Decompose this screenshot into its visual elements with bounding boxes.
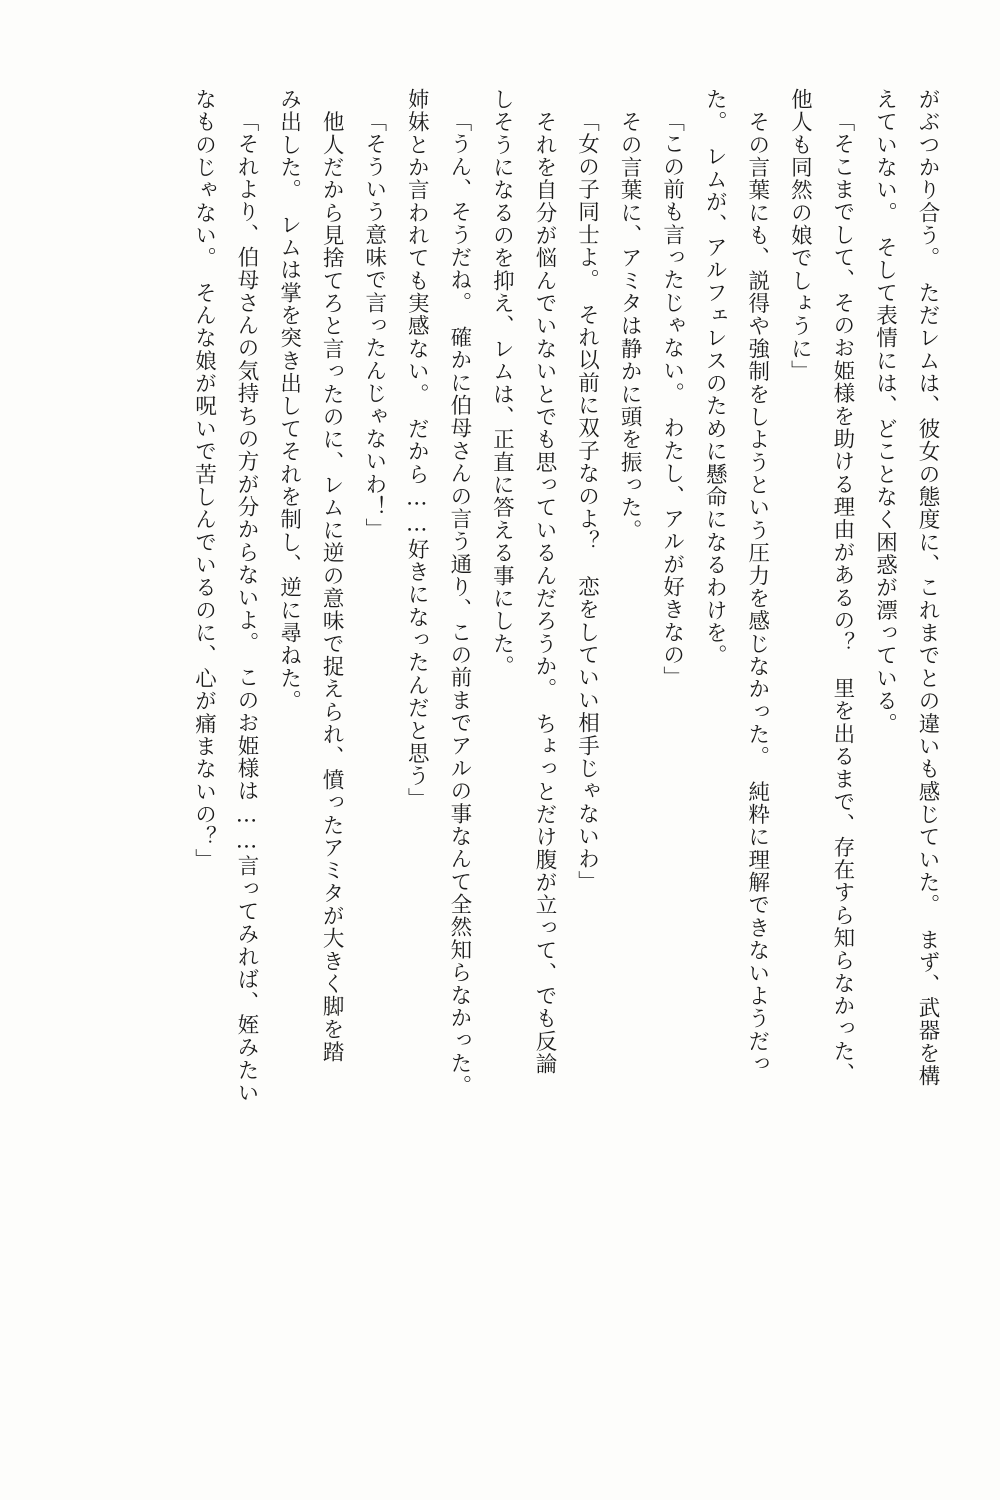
text-line: 他人も同然の娘でしょうに」 [787,88,813,383]
text-line: 「それより、伯母さんの気持ちの方が分からないよ。 このお姫様は……言ってみれば、姪みたい [234,110,259,1105]
text-line: 「そこまでして、そのお姫様を助ける理由があるの？ 里を出るまで、存在すら知らなかった、 [829,110,855,1086]
text-line: た。 レムが、アルフェレスのために懸命になるわけを。 [702,88,728,667]
vertical-text-body [52,88,948,1418]
text-line: なものじゃない。 そんな娘が呪いで苦しんでいるのに、心が痛まないの？」 [191,88,217,872]
text-line: み出した。 レムは掌を突き出してそれを制し、逆に尋ねた。 [276,88,302,713]
text-line: 「女の子同士よ。 それ以前に双子なのよ？ 恋をしていい相手じゃないわ」 [574,110,600,894]
text-line: がぶつかり合う。 ただレムは、彼女の態度に、これまでとの違いも感じていた。 まず、武器を構 [915,88,940,1088]
text-line: 「うん、そうだね。 確かに伯母さんの言う通り、この前までアルの事なんて全然知らなかった。 [446,110,472,1098]
text-line: その言葉に、アミタは静かに頭を振った。 [617,88,643,542]
text-line: それを自分が悩んでいないとでも思っているんだろうか。 ちょっとだけ腹が立って、でも反論 [531,88,557,1076]
text-line: 姉妹とか言われても実感ない。 だから……好きになったんだと思う」 [404,88,430,811]
text-line: その言葉にも、説得や強制をしようという圧力を感じなかった。 純粋に理解できないようだっ [744,88,770,1076]
text-line: 「そういう意味で言ったんじゃないわ！」 [361,110,387,541]
text-line: 他人だから見捨てろと言ったのに、レムに逆の意味で捉えられ、憤ったアミタが大きく脚を踏 [319,88,345,1064]
text-line: 「この前も言ったじゃない。 わたし、アルが好きなの」 [659,110,685,689]
text-line: しそうになるのを抑え、レムは、正直に答える事にした。 [489,88,515,678]
text-line: えていない。 そして表情には、どことなく困惑が漂っている。 [872,88,898,736]
